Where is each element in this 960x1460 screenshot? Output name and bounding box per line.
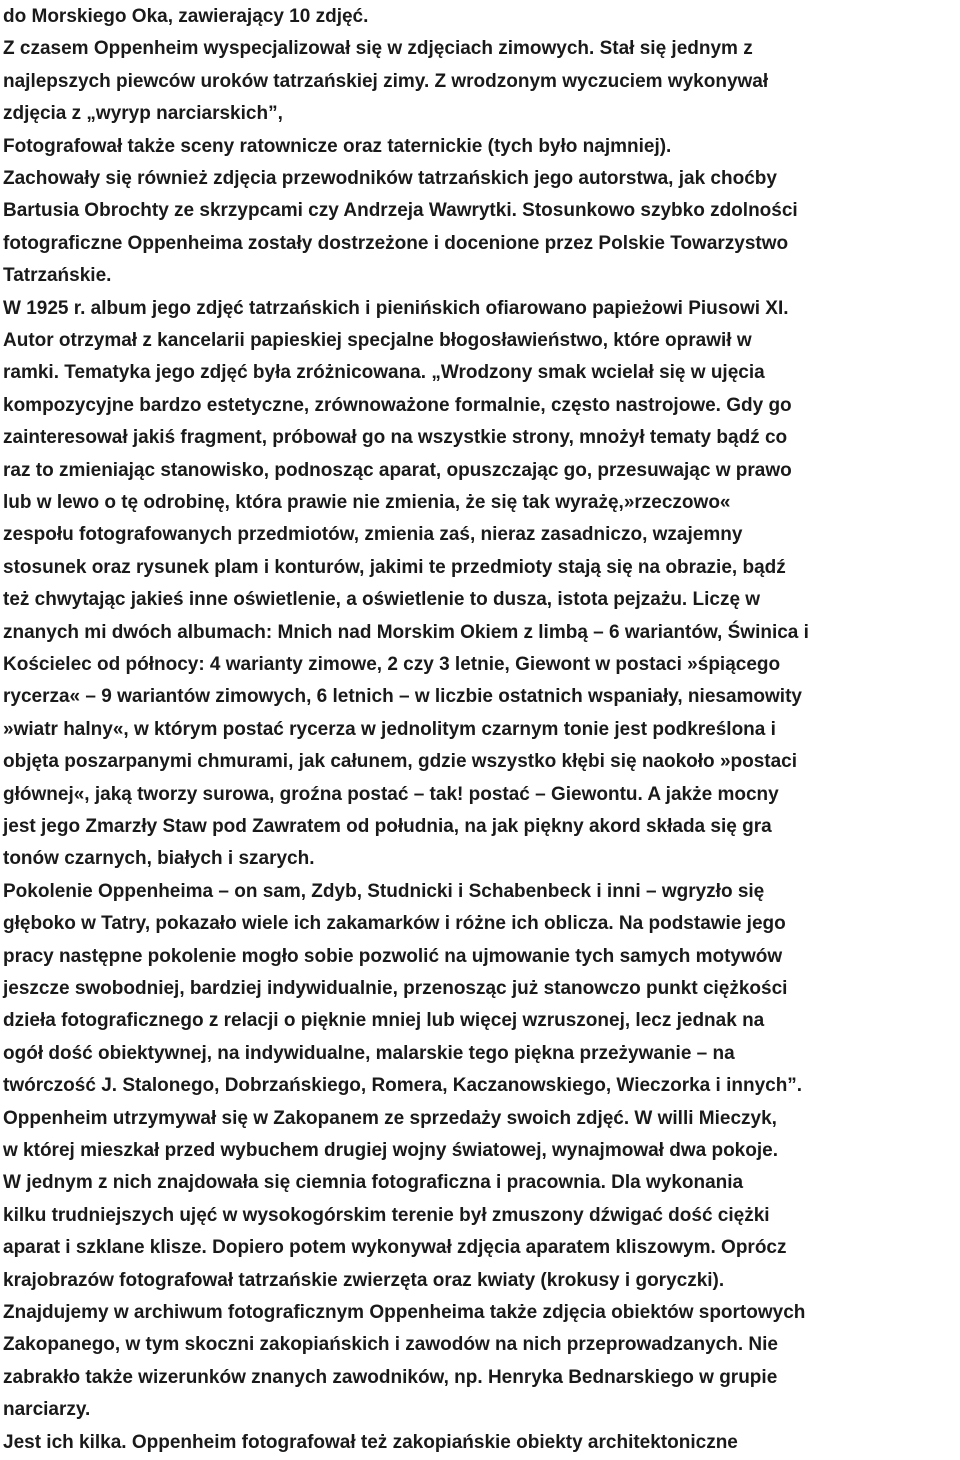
text-line: Fotografował także sceny ratownicze oraz taternickie (tych było najmniej). (3, 135, 672, 157)
text-line: tonów czarnych, białych i szarych. (3, 848, 315, 870)
text-line: aparat i szklane klisze. Dopiero potem wykonywał zdjęcia aparatem kliszowym. Oprócz (3, 1237, 787, 1259)
text-line: zainteresował jakiś fragment, próbował go na wszystkie strony, mnożył tematy bądź co (3, 427, 788, 449)
text-line: Jest ich kilka. Oppenheim fotografował też zakopiańskie obiekty architektoniczne (3, 1431, 738, 1453)
text-line: Tatrzańskie. (3, 265, 112, 287)
text-line: zabrakło także wizerunków znanych zawodników, np. Henryka Bednarskiego w grupie (3, 1366, 778, 1388)
text-line: zdjęcia z „wyryp narciarskich”, (3, 103, 283, 125)
text-line: lub w lewo o tę odrobinę, która prawie nie zmienia, że się tak wyrażę,»rzeczowo« (3, 492, 731, 513)
text-line: w której mieszkał przed wybuchem drugiej wojny światowej, wynajmował dwa pokoje. (3, 1140, 778, 1161)
text-line: objęta poszarpanymi chmurami, jak całunem, gdzie wszystko kłębi się naokoło »postaci (3, 751, 798, 773)
text-line: raz to zmieniając stanowisko, podnosząc aparat, opuszczając go, przesuwając w prawo (3, 459, 792, 481)
text-line: fotograficzne Oppenheima zostały dostrzeżone i docenione przez Polskie Towarzystwo (3, 232, 789, 254)
text-line: rycerza« – 9 wariantów zimowych, 6 letnich – w liczbie ostatnich wspaniały, niesamowity (3, 686, 802, 708)
text-line: krajobrazów fotografował tatrzańskie zwierzęta oraz kwiaty (krokusy i goryczki). (3, 1269, 725, 1291)
text-line: Znajdujemy w archiwum fotograficznym Oppenheima także zdjęcia obiektów sportowych (3, 1302, 806, 1323)
text-line: jeszcze swobodniej, bardziej indywidualnie, przenosząc już stanowczo punkt ciężkości (3, 978, 788, 999)
text-line: Zachowały się również zdjęcia przewodników tatrzańskich jego autorstwa, jak choćby (3, 168, 777, 189)
text-line: znanych mi dwóch albumach: Mnich nad Morskim Okiem z limbą – 6 wariantów, Świnica i (3, 621, 809, 643)
text-line: Kościelec od północy: 4 warianty zimowe, 2 czy 3 letnie, Giewont w postaci »śpiącego (3, 654, 781, 675)
text-line: Pokolenie Oppenheima – on sam, Zdyb, Studnicki i Schabenbeck i inni – wgryzło się (3, 880, 765, 902)
text-line: Z czasem Oppenheim wyspecjalizował się w zdjęciach zimowych. Stał się jednym z (3, 38, 753, 60)
text-line: Oppenheim utrzymywał się w Zakopanem ze sprzedaży swoich zdjęć. W willi Mieczyk, (3, 1107, 777, 1129)
text-line: pracy następne pokolenie mogło sobie pozwolić na ujmowanie tych samych motywów (3, 945, 783, 967)
text-line: »wiatr halny«, w którym postać rycerza w jednolitym czarnym tonie jest podkreślona i (3, 718, 776, 740)
text-line: twórczość J. Stalonego, Dobrzańskiego, Romera, Kaczanowskiego, Wieczorka i innych”. (3, 1075, 803, 1097)
text-line: kompozycyjne bardzo estetyczne, zrównoważone formalnie, często nastrojowe. Gdy go (3, 394, 792, 416)
text-line: jest jego Zmarzły Staw pod Zawratem od południa, na jak piękny akord składa się gra (3, 816, 772, 837)
text-line: dzieła fotograficznego z relacji o pięknie mniej lub więcej wzruszonej, lecz jednak na (3, 1010, 765, 1032)
text-line: głównej«, jaką tworzy surowa, groźna postać – tak! postać – Giewontu. A jakże mocny (3, 783, 779, 805)
text-line: Bartusia Obrochty ze skrzypcami czy Andrzeja Wawrytki. Stosunkowo szybko zdolności (3, 200, 798, 222)
text-line: też chwytając jakieś inne oświetlenie, a oświetlenie to dusza, istota pejzażu. Liczę w (3, 589, 761, 611)
text-line: zespołu fotografowanych przedmiotów, zmienia zaś, nieraz zasadniczo, wzajemny (3, 524, 743, 546)
text-line: ramki. Tematyka jego zdjęć była zróżnicowana. „Wrodzony smak wcielał się w ujęcia (3, 362, 765, 384)
text-line: ogół dość obiektywnej, na indywidualne, malarskie tego piękna przeżywanie – na (3, 1042, 735, 1064)
text-line: W jednym z nich znajdowała się ciemnia fotograficzna i pracownia. Dla wykonania (3, 1172, 744, 1194)
text-line: W 1925 r. album jego zdjęć tatrzańskich i pienińskich ofiarowano papieżowi Piusowi XI. (3, 297, 789, 319)
text-line: do Morskiego Oka, zawierający 10 zdjęć. (3, 6, 369, 27)
text-line: Zakopanego, w tym skoczni zakopiańskich i zawodów na nich przeprowadzanych. Nie (3, 1334, 778, 1356)
text-line: kilku trudniejszych ujęć w wysokogórskim terenie był zmuszony dźwigać dość ciężki (3, 1204, 770, 1226)
text-line: głęboko w Tatry, pokazało wiele ich zakamarków i różne ich oblicza. Na podstawie jego (3, 913, 786, 935)
text-line: stosunek oraz rysunek plam i konturów, jakimi te przedmioty stają się na obrazie, bądź (3, 556, 786, 578)
text-line: najlepszych piewców uroków tatrzańskiej zimy. Z wrodzonym wyczuciem wykonywał (3, 70, 769, 92)
text-line: narciarzy. (3, 1399, 91, 1421)
text-line: Autor otrzymał z kancelarii papieskiej specjalne błogosławieństwo, które oprawił w (3, 330, 752, 351)
